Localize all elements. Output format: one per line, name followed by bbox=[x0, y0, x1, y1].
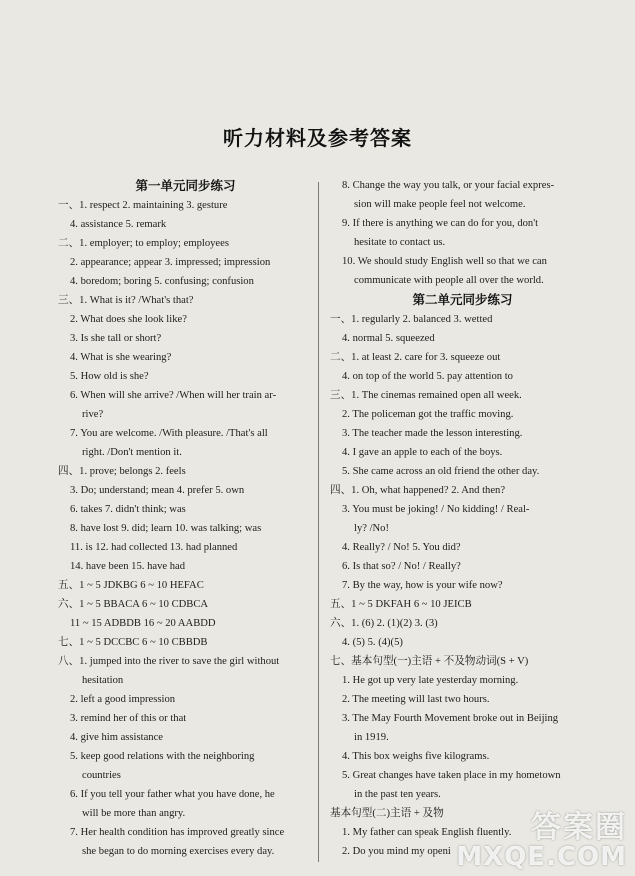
answer-line: 2. The policeman got the traffic moving. bbox=[342, 409, 514, 420]
answer-line: 6. Is that so? / No! / Really? bbox=[342, 561, 461, 572]
answer-line: 5. How old is she? bbox=[70, 371, 149, 382]
answer-line: 三、1. The cinemas remained open all week. bbox=[330, 390, 522, 401]
answer-line: 7. Her health condition has improved greatly since bbox=[70, 827, 285, 838]
answer-line: 6. If you tell your father what you have done, he bbox=[70, 789, 275, 800]
answer-line: 10. We should study English well so that we can bbox=[342, 256, 547, 267]
answer-line: 4. boredom; boring 5. confusing; confusion bbox=[70, 276, 254, 287]
answer-line: 一、1. regularly 2. balanced 3. wetted bbox=[330, 314, 493, 325]
answer-line: 3. remind her of this or that bbox=[70, 713, 187, 724]
answer-line: 1. He got up very late yesterday morning. bbox=[342, 675, 519, 686]
left-column bbox=[58, 176, 313, 861]
answer-line: 4. (5) 5. (4)(5) bbox=[342, 637, 403, 648]
answer-line: 7. By the way, how is your wife now? bbox=[342, 580, 503, 591]
page-title: 听力材料及参考答案 bbox=[223, 126, 412, 150]
answer-line: 2. appearance; appear 3. impressed; impression bbox=[70, 257, 271, 268]
answer-line: 3. You must be joking! / No kidding! / Real- bbox=[342, 504, 530, 515]
answer-line: 二、1. employer; to employ; employees bbox=[58, 238, 229, 249]
unit-1-answers bbox=[58, 196, 313, 861]
answer-line: 3. The teacher made the lesson interesting. bbox=[342, 428, 523, 439]
answer-line: 8. have lost 9. did; learn 10. was talking; was bbox=[70, 523, 262, 534]
answer-line: 4. Really? / No! 5. You did? bbox=[342, 542, 461, 553]
answer-line: 基本句型(二)主语 + 及物 bbox=[330, 808, 444, 819]
answer-line: 6. takes 7. didn't think; was bbox=[70, 504, 186, 515]
answer-line: 七、基本句型(一)主语 + 不及物动词(S + V) bbox=[330, 656, 529, 667]
answer-line: countries bbox=[82, 770, 121, 781]
answer-line: 4. This box weighs five kilograms. bbox=[342, 751, 490, 762]
answer-line: hesitate to contact us. bbox=[354, 237, 446, 248]
answer-line: 2. Do you mind my openi bbox=[342, 846, 451, 857]
answer-line: 三、1. What is it? /What's that? bbox=[58, 295, 194, 306]
answer-line: 八、1. jumped into the river to save the girl without bbox=[58, 656, 280, 667]
answer-line: 5. keep good relations with the neighboring bbox=[70, 751, 255, 762]
answer-line: 11 ~ 15 ADBDB 16 ~ 20 AABDD bbox=[70, 618, 216, 629]
answer-line: she began to do morning exercises every day. bbox=[82, 846, 275, 857]
answer-line: 二、1. at least 2. care for 3. squeeze out bbox=[330, 352, 501, 363]
answer-line: 3. Do; understand; mean 4. prefer 5. own bbox=[70, 485, 245, 496]
answer-line: sion will make people feel not welcome. bbox=[354, 199, 526, 210]
answer-line: 七、1 ~ 5 DCCBC 6 ~ 10 CBBDB bbox=[58, 637, 208, 648]
answer-line: 3. The May Fourth Movement broke out in Beijing bbox=[342, 713, 559, 724]
answer-line: 2. The meeting will last two hours. bbox=[342, 694, 490, 705]
answer-line: 5. Great changes have taken place in my hometown bbox=[342, 770, 561, 781]
answer-line: 五、1 ~ 5 DKFAH 6 ~ 10 JEICB bbox=[330, 599, 472, 610]
answer-line: 1. My father can speak English fluently. bbox=[342, 827, 512, 838]
answer-line: 4. assistance 5. remark bbox=[70, 219, 167, 230]
answer-line: 四、1. prove; belongs 2. feels bbox=[58, 466, 186, 477]
answer-line: 六、1. (6) 2. (1)(2) 3. (3) bbox=[330, 618, 438, 629]
watermark-text-cn: 答案圈 bbox=[531, 810, 627, 845]
answer-line: 六、1 ~ 5 BBACA 6 ~ 10 CDBCA bbox=[58, 599, 209, 610]
answer-line: 7. You are welcome. /With pleasure. /That's all bbox=[70, 428, 268, 439]
answer-line: 3. Is she tall or short? bbox=[70, 333, 162, 344]
answer-line: 6. When will she arrive? /When will her train ar- bbox=[70, 390, 277, 401]
answer-line: 一、1. respect 2. maintaining 3. gesture bbox=[58, 200, 228, 211]
watermark-text-en: MXQE.COM bbox=[456, 842, 627, 872]
answer-line: 8. Change the way you talk, or your facial expres- bbox=[342, 180, 555, 191]
answer-line: 4. on top of the world 5. pay attention to bbox=[342, 371, 513, 382]
answer-line: right. /Don't mention it. bbox=[82, 447, 182, 458]
answer-line: 4. What is she wearing? bbox=[70, 352, 172, 363]
answer-line: 11. is 12. had collected 13. had planned bbox=[70, 542, 238, 553]
right-column bbox=[330, 176, 595, 861]
answer-line: 9. If there is anything we can do for you, don't bbox=[342, 218, 539, 229]
answer-line: 4. I gave an apple to each of the boys. bbox=[342, 447, 503, 458]
answer-line: 4. give him assistance bbox=[70, 732, 163, 743]
answer-line: 四、1. Oh, what happened? 2. And then? bbox=[330, 485, 506, 496]
watermark-logo bbox=[456, 802, 627, 872]
answer-line: 14. have been 15. have had bbox=[70, 561, 186, 572]
answer-line: 5. She came across an old friend the other day. bbox=[342, 466, 540, 477]
answer-line: 2. What does she look like? bbox=[70, 314, 187, 325]
answer-line: rive? bbox=[82, 409, 104, 420]
answer-line: hesitation bbox=[82, 675, 124, 686]
unit-2-answers bbox=[330, 310, 595, 861]
answer-line: communicate with people all over the world. bbox=[354, 275, 544, 286]
answer-line: 4. normal 5. squeezed bbox=[342, 333, 435, 344]
answer-line: 五、1 ~ 5 JDKBG 6 ~ 10 HEFAC bbox=[58, 580, 204, 591]
section-title-unit-1: 第一单元同步练习 bbox=[135, 178, 236, 193]
column-divider bbox=[318, 182, 319, 862]
answer-line: will be more than angry. bbox=[82, 808, 186, 819]
answer-line: ly? /No! bbox=[354, 523, 390, 534]
unit-1-answers-continued bbox=[330, 176, 595, 290]
section-title-unit-2: 第二单元同步练习 bbox=[412, 292, 513, 307]
answer-line: in 1919. bbox=[354, 732, 389, 743]
answer-line: in the past ten years. bbox=[354, 789, 441, 800]
answer-line: 2. left a good impression bbox=[70, 694, 176, 705]
